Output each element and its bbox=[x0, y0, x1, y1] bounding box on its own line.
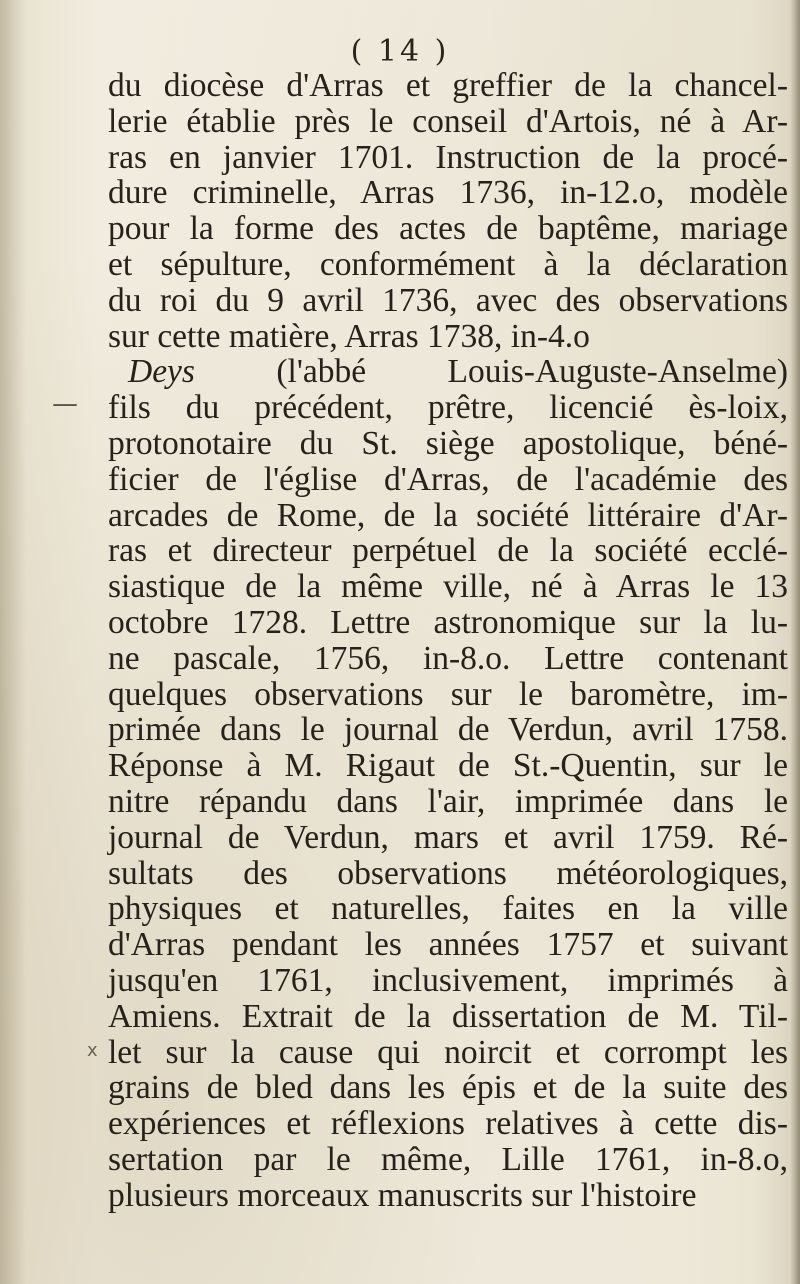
text-line: ras et directeur perpétuel de la société ecclé- bbox=[108, 532, 788, 570]
entry-heading-line bbox=[108, 354, 788, 390]
text-line: sertation par le même, Lille 1761, in-8.o, bbox=[108, 1140, 788, 1178]
entry-name: Deys bbox=[128, 353, 195, 391]
text-line: ne pascale, 1756, in-8.o. Lettre contenant bbox=[108, 639, 788, 677]
text-line: dure criminelle, Arras 1736, in-12.o, modèle bbox=[108, 174, 788, 212]
text-line: du roi du 9 avril 1736, avec des observations bbox=[108, 281, 788, 319]
text-line: du diocèse d'Arras et greffier de la chancel- bbox=[108, 67, 788, 104]
text-line: let sur la cause qui noircit et corrompt les bbox=[108, 1033, 788, 1071]
text-line: lerie établie près le conseil d'Artois, né à Ar- bbox=[108, 102, 788, 140]
text-line: fils du précédent, prêtre, licencié ès-loix, bbox=[108, 389, 788, 427]
text-line: ras en janvier 1701. Instruction de la procé- bbox=[108, 138, 788, 176]
text-line: sur cette matière, Arras 1738, in-4.o bbox=[108, 317, 590, 355]
text-line: protonotaire du St. siège apostolique, béné- bbox=[108, 424, 788, 462]
text-line: quelques observations sur le baromètre, im- bbox=[108, 675, 788, 713]
margin-mark-x: x bbox=[87, 1040, 98, 1061]
text-line: octobre 1728. Lettre astronomique sur la lu- bbox=[108, 603, 788, 641]
text-line: grains de bled dans les épis et de la suite des bbox=[108, 1069, 788, 1107]
text-line: journal de Verdun, mars et avril 1759. Ré- bbox=[108, 818, 788, 856]
entry-heading-text: (l'abbé Louis-Auguste-Anselme) bbox=[276, 353, 788, 391]
text-line: primée dans le journal de Verdun, avril 1758. bbox=[108, 711, 788, 749]
text-line: plusieurs morceaux manuscrits sur l'histoire bbox=[108, 1176, 697, 1214]
body-text bbox=[108, 68, 788, 1214]
text-line: physiques et naturelles, faites en la ville bbox=[108, 890, 788, 928]
text-line: pour la forme des actes de baptême, mariage bbox=[108, 210, 788, 248]
text-line: sultats des observations météorologiques, bbox=[108, 854, 788, 892]
text-line: expériences et réflexions relatives à cette dis- bbox=[108, 1105, 788, 1143]
page-edge bbox=[790, 0, 800, 1284]
text-line: jusqu'en 1761, inclusivement, imprimés à bbox=[108, 961, 788, 999]
text-line: ficier de l'église d'Arras, de l'académie des bbox=[108, 460, 788, 498]
text-line: Réponse à M. Rigaut de St.-Quentin, sur le bbox=[108, 747, 788, 785]
text-line: arcades de Rome, de la société littéraire d'Ar- bbox=[108, 496, 788, 534]
text-line: nitre répandu dans l'air, imprimée dans le bbox=[108, 782, 788, 820]
gutter-shadow bbox=[0, 0, 26, 1284]
margin-mark-dash: — bbox=[52, 389, 78, 419]
text-line: Amiens. Extrait de la dissertation de M. Til- bbox=[108, 997, 788, 1035]
page-number: ( 14 ) bbox=[350, 34, 450, 69]
text-line: et sépulture, conformément à la déclaration bbox=[108, 245, 788, 283]
text-line: d'Arras pendant les années 1757 et suivant bbox=[108, 926, 788, 964]
text-line: siastique de la même ville, né à Arras le 13 bbox=[108, 568, 788, 606]
